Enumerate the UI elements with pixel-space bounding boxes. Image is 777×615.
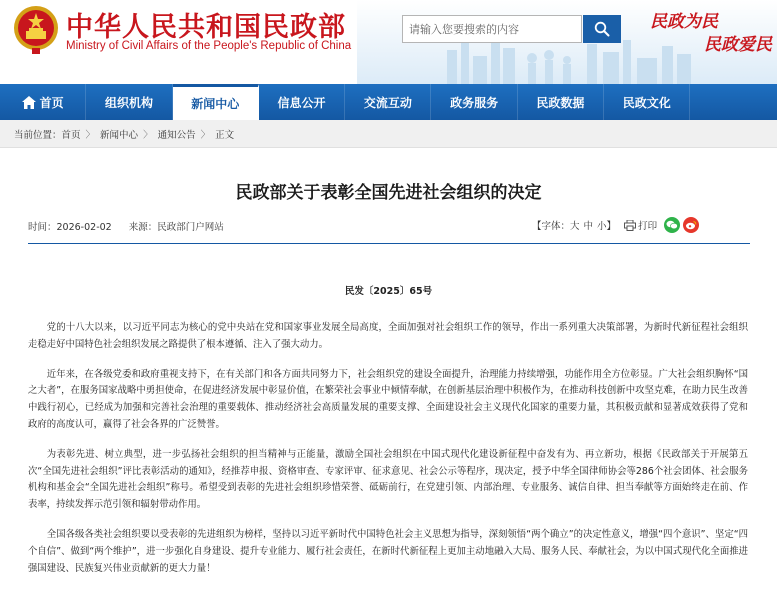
- font-large-button[interactable]: 大: [570, 221, 580, 232]
- breadcrumb-separator: 〉: [200, 129, 211, 141]
- print-icon[interactable]: [624, 220, 636, 231]
- nav-item-organization[interactable]: [86, 84, 172, 120]
- nav-item-label: 首页: [39, 95, 64, 110]
- title-divider: [28, 243, 750, 244]
- slogan-1: 民政为民: [650, 12, 718, 32]
- nav-item-label: 信息公开: [277, 95, 326, 110]
- nav-item-label: 组织机构: [104, 95, 153, 110]
- nav-item-home[interactable]: [0, 84, 86, 120]
- nav-item-info-disclosure[interactable]: [259, 84, 345, 120]
- nav-item-label: 民政数据: [536, 95, 585, 110]
- breadcrumb-home[interactable]: 首页: [61, 129, 81, 141]
- print-button[interactable]: 打印: [638, 221, 658, 232]
- search-input[interactable]: [403, 16, 581, 42]
- site-header: [0, 0, 777, 84]
- article-paragraph: 全国各级各类社会组织要以受表彰的先进组织为榜样，坚持以习近平新时代中国特色社会主义思想为指导，深刻领悟“两个确立”的决定性意义，增强“四个意识”、坚定“四个自信”、做到“两个维护”，进一步强化自身建设、提升专业能力、履行社会责任，在新时代新征程上更加主动地融入大局、服务人民、奉献社会，为以中国式现代化全面推进强国建设、民族复兴伟业贡献新的更大力量！: [28, 528, 748, 574]
- national-emblem-icon: [12, 4, 60, 54]
- font-size-label: 【字体：: [532, 221, 571, 232]
- nav-item-label: 政务服务: [450, 95, 499, 110]
- slogan-2: 民政爱民: [704, 35, 772, 55]
- breadcrumb-separator: 〉: [143, 129, 153, 141]
- nav-item-news-center[interactable]: [173, 84, 259, 120]
- breadcrumb-notices[interactable]: 通知公告: [157, 129, 196, 141]
- article-source: 来源：民政部门户网站: [128, 222, 224, 233]
- search-icon: [594, 21, 610, 37]
- breadcrumb-prefix: 当前位置：: [14, 129, 62, 141]
- article-title: 民政部关于表彰全国先进社会组织的决定: [235, 183, 542, 203]
- breadcrumb-separator: 〉: [85, 129, 96, 141]
- nav-item-gov-services[interactable]: [431, 84, 517, 120]
- search-button[interactable]: [583, 15, 621, 43]
- article-tools: [532, 217, 699, 233]
- weibo-share-icon[interactable]: [683, 217, 699, 233]
- main-nav: [0, 84, 777, 120]
- search-box: [402, 15, 582, 43]
- document-number: 民发〔2025〕65号: [344, 286, 433, 297]
- breadcrumb-news-center[interactable]: 新闻中心: [100, 129, 139, 141]
- article-paragraph: 为表彰先进、树立典型，进一步弘扬社会组织的担当精神与正能量，激励全国社会组织在中国式现代化建设新征程中奋发有为、再立新功，根据《民政部关于开展第五次“全国先进社会组织”评比表彰活动的通知》，经推荐申报、资格审查、专家评审、征求意见、社会公示等程序，现决定，授予中华全国律师协会等286个社会团体、社会服务机构和基金会“全国先进社会组织”称号。希望受到表彰的先进社会组织珍惜荣誉、砥砺前行，在党建引领、内部治理、专业服务、诚信自律、担当奉献等方面始终走在前、作表率，持续发挥示范引领和辐射带动作用。: [28, 448, 748, 511]
- nav-item-label: 民政文化: [622, 95, 671, 110]
- nav-item-civil-data[interactable]: [518, 84, 604, 120]
- site-subtitle: Ministry of Civil Affairs of the People's Republic of China: [66, 40, 352, 52]
- article-paragraph: 党的十八大以来，以习近平同志为核心的党中央站在党和国家事业发展全局高度，全面加强对社会组织工作的领导，作出一系列重大决策部署，为新时代新征程社会组织走稳走好中国特色社会组织发展之路提供了根本遵循、注入了强大动力。: [28, 322, 748, 350]
- nav-item-interaction[interactable]: [345, 84, 431, 120]
- nav-item-civil-culture[interactable]: [604, 84, 690, 120]
- nav-item-label: 交流互动: [363, 95, 412, 110]
- article-paragraph: 近年来，在各级党委和政府重视支持下，在有关部门和各方面共同努力下，社会组织党的建设全面提升，治理能力持续增强，功能作用全方位彰显。广大社会组织胸怀“国之大者”，在服务国家战略中勇担使命，在促进经济发展中彰显价值，在繁荣社会事业中倾情奉献，在创新基层治理中积极作为，在推动科技创新中攻坚克难，在助力民生改善中践行初心，已经成为加强和完善社会治理的重要载体、推动经济社会高质量发展的重要支撑、全面建设社会主义现代化国家的重要力量，其积极贡献和显著成效获得了党和政府的高度认可，赢得了社会各界的广泛赞誉。: [28, 368, 748, 430]
- breadcrumb-current: 正文: [215, 129, 235, 141]
- font-medium-button[interactable]: 中: [583, 221, 594, 232]
- font-small-button[interactable]: 小】: [597, 221, 617, 232]
- article-body: [28, 320, 748, 590]
- article-date: 时间：2026-02-02: [28, 222, 112, 233]
- breadcrumb: [0, 120, 777, 148]
- site-title: 中华人民共和国民政部: [66, 12, 346, 43]
- wechat-share-icon[interactable]: [664, 217, 680, 233]
- article-meta: [28, 219, 238, 233]
- nav-item-label: 新闻中心: [191, 97, 240, 111]
- home-icon: [22, 96, 36, 109]
